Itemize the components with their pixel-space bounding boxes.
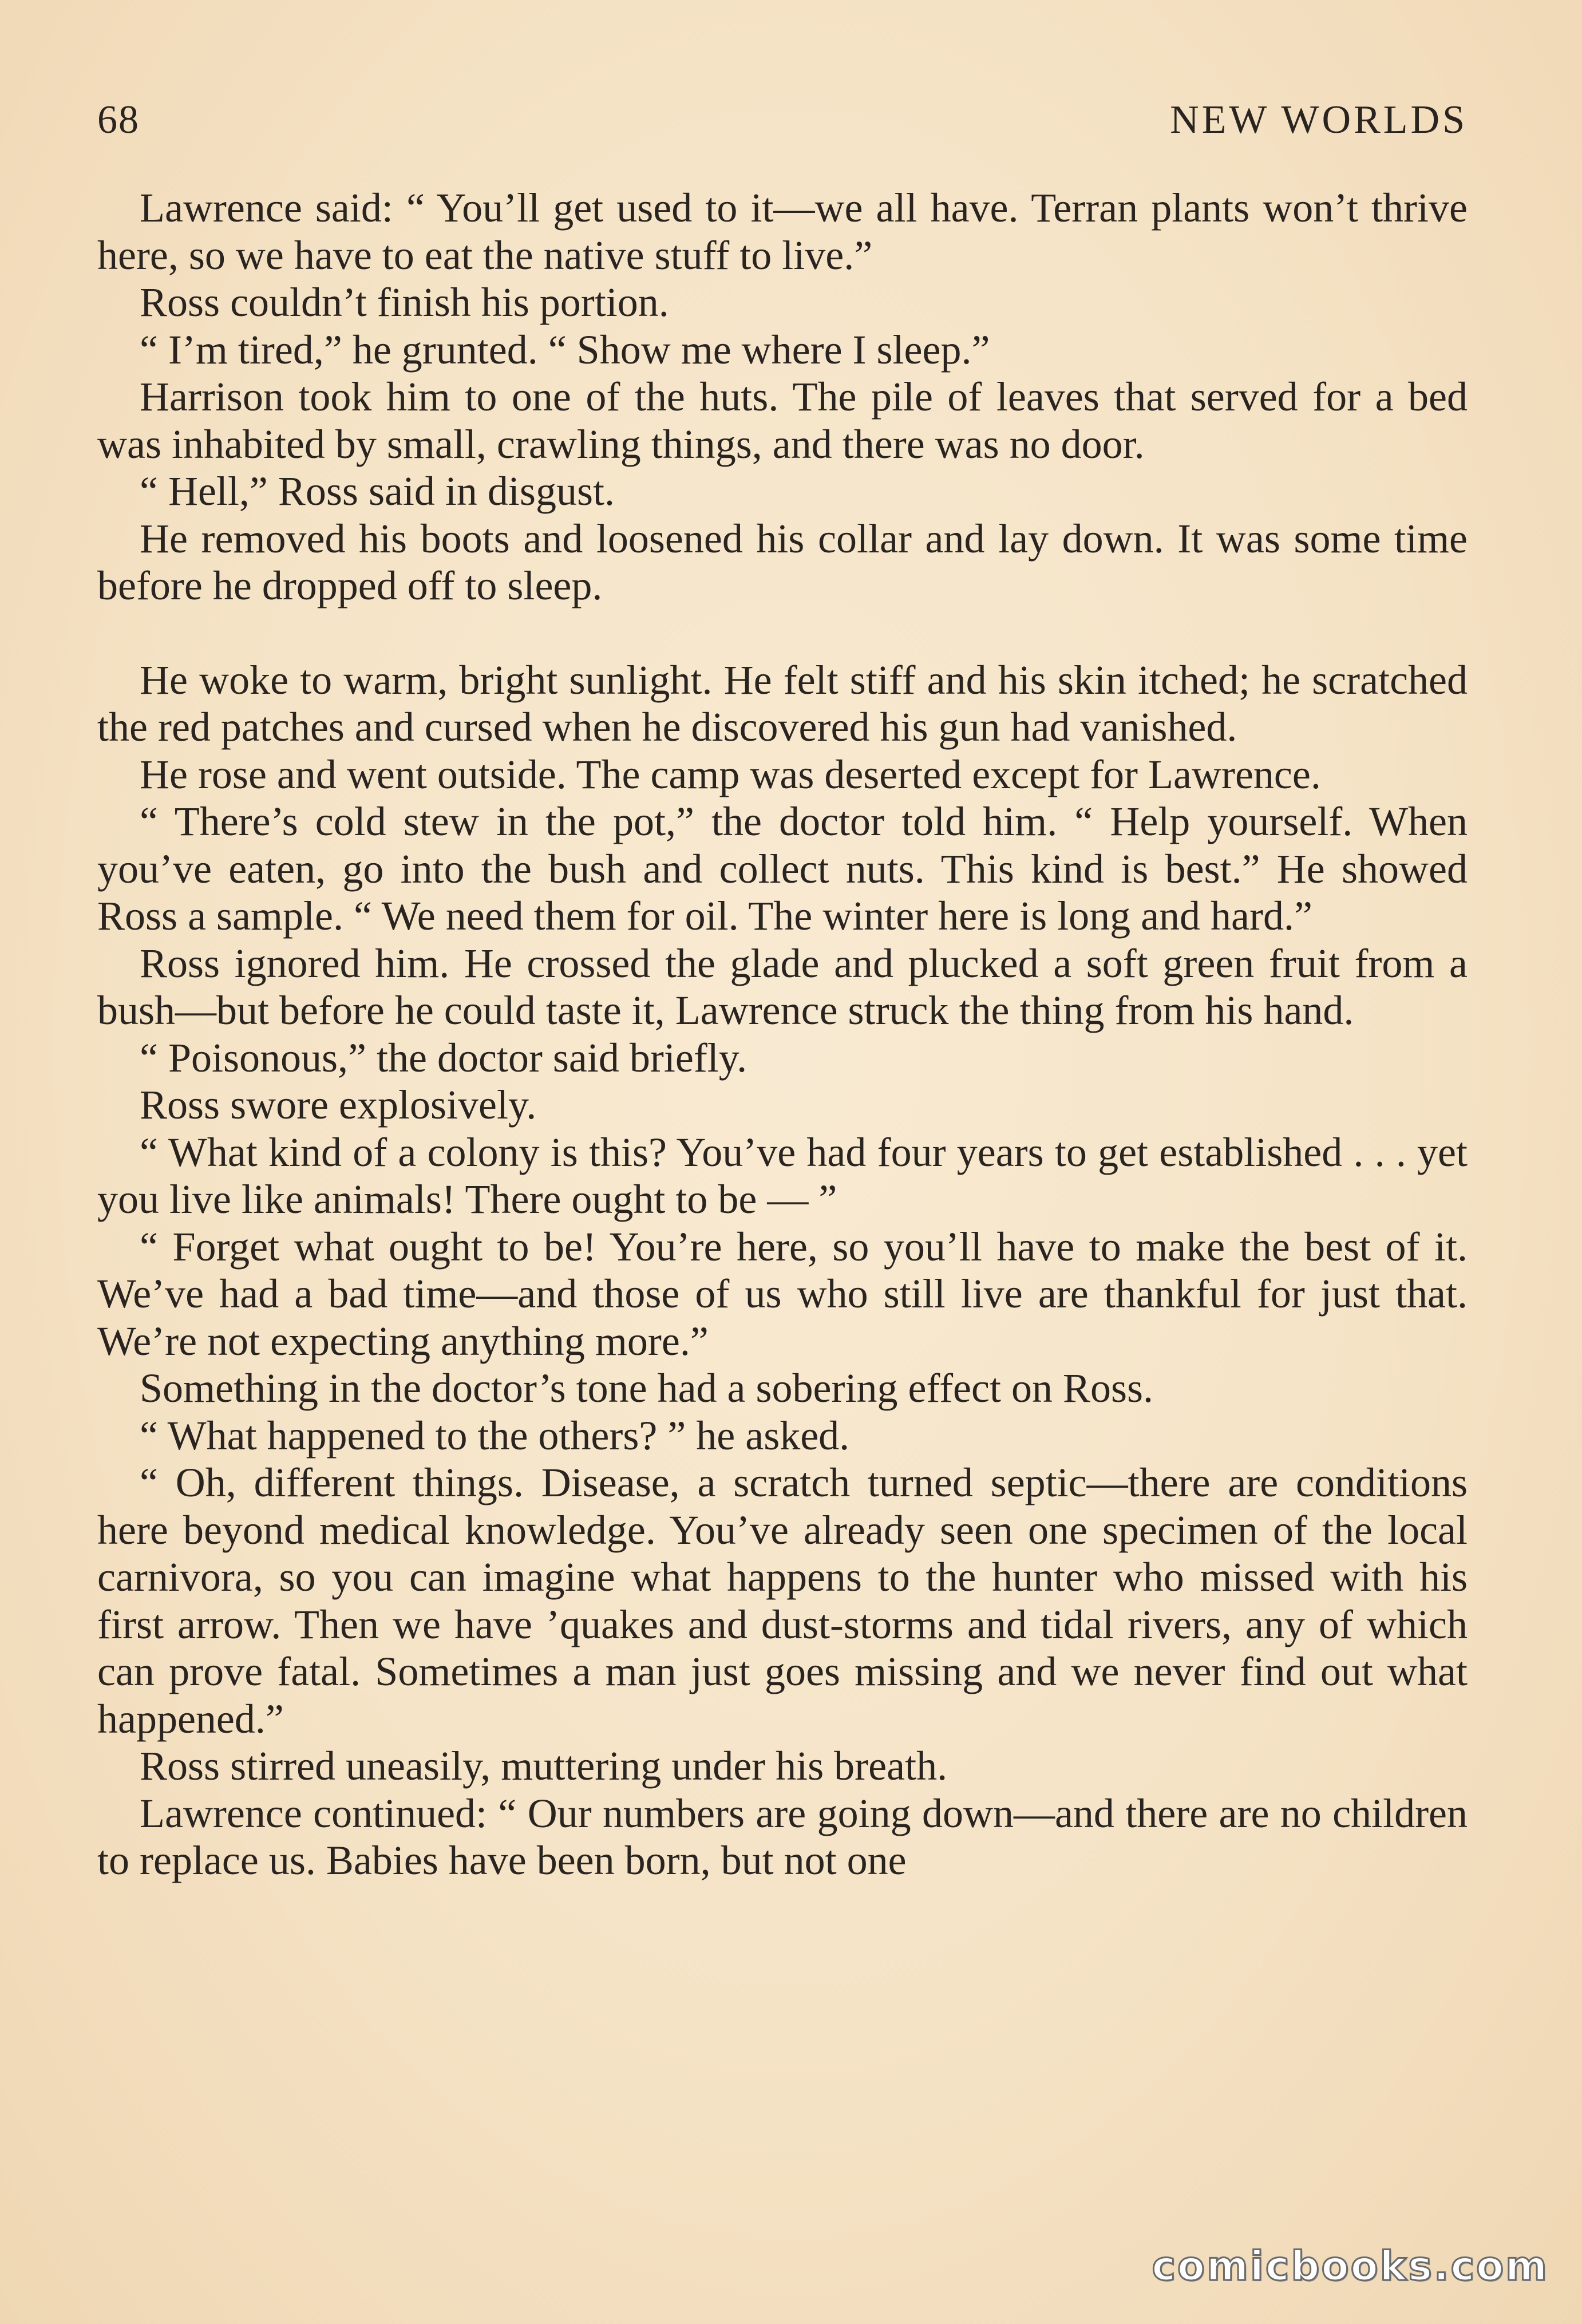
paragraph: “ Poisonous,” the doctor said briefly. <box>140 1034 748 1081</box>
paragraph: “ Hell,” Ross said in disgust. <box>140 468 615 514</box>
paragraph: “ Forget what ought to be! You’re here, so you’ll have to make the best of it. We’ve had a bad time—and those of us who still live are thankful for just that. We’re not expecting anything more.” <box>97 1223 1468 1364</box>
paragraph: Lawrence said: “ You’ll get used to it—we all have. Terran plants won’t thrive here, so we have to eat the native stuff to live.” <box>97 185 1468 278</box>
paragraph: Ross swore explosively. <box>140 1082 537 1128</box>
book-page <box>97 97 1468 1884</box>
paragraph: He woke to warm, bright sunlight. He felt stiff and his skin itched; he scratched the red patches and cursed when he discovered his gun had vanished. <box>97 657 1468 750</box>
page-number: 68 <box>97 98 140 142</box>
section-break <box>97 610 1468 657</box>
body-text <box>97 184 1468 1884</box>
paragraph: He rose and went outside. The camp was deserted except for Lawrence. <box>140 751 1321 797</box>
watermark: comicbooks.com <box>1152 2243 1549 2290</box>
paragraph: Ross stirred uneasily, muttering under his breath. <box>140 1743 948 1789</box>
running-title: NEW WORLDS <box>1170 98 1468 142</box>
paragraph: Harrison took him to one of the huts. The pile of leaves that served for a bed was inhabited by small, crawling things, and there was no door. <box>97 374 1468 467</box>
paragraph: He removed his boots and loosened his collar and lay down. It was some time before he dropped off to sleep. <box>97 515 1468 608</box>
paragraph: “ I’m tired,” he grunted. “ Show me where I sleep.” <box>140 326 990 373</box>
running-head <box>97 97 1468 143</box>
paragraph: “ There’s cold stew in the pot,” the doctor told him. “ Help yourself. When you’ve eaten, go into the bush and collect nuts. This kind is best.” He showed Ross a sample. “ We need them for oil. The winter here is long and hard.” <box>97 799 1468 939</box>
paragraph: Lawrence continued: “ Our numbers are going down—and there are no children to replace us. Babies have been born, but not one <box>97 1790 1468 1883</box>
paragraph: “ What happened to the others? ” he asked. <box>140 1412 850 1459</box>
paragraph: Ross couldn’t finish his portion. <box>140 279 669 325</box>
paragraph: Something in the doctor’s tone had a sobering effect on Ross. <box>140 1365 1154 1411</box>
paragraph: “ What kind of a colony is this? You’ve had four years to get established . . . yet you live like animals! There ought to be — ” <box>97 1129 1468 1222</box>
paragraph: “ Oh, different things. Disease, a scratch turned septic—there are conditions here beyond medical knowledge. You’ve already seen one specimen of the local carnivora, so you can imagine what happens to the hunter who missed with his first arrow. Then we have ’quakes and dust-storms and tidal rivers, any of which can prove fatal. Sometimes a man just goes missing and we never find out what happened.” <box>97 1460 1468 1742</box>
paragraph: Ross ignored him. He crossed the glade and plucked a soft green fruit from a bush—but before he could taste it, Lawrence struck the thing from his hand. <box>97 940 1468 1033</box>
